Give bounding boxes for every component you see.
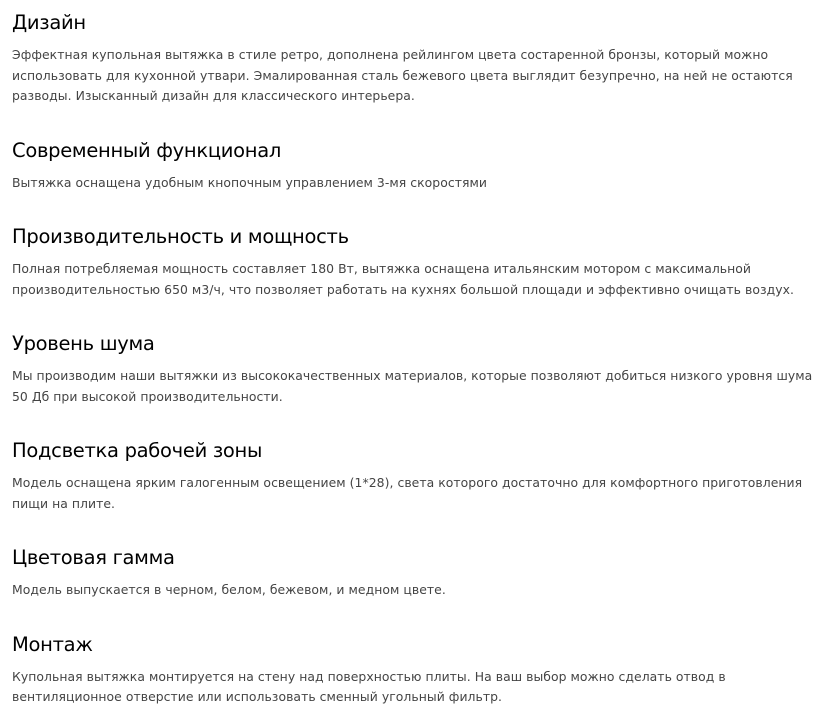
section-installation: [12, 601, 824, 708]
section-text: Купольная вытяжка монтируется на стену над поверхностью плиты. На ваш выбор можно сделать отвод в вентиляционное отверстие или использовать сменный угольный фильтр.: [12, 668, 726, 704]
section-title: Уровень шума: [12, 332, 155, 355]
section-title: Дизайн: [12, 11, 86, 34]
section-colors: [12, 514, 824, 601]
section-text: Вытяжка оснащена удобным кнопочным управлением 3-мя скоростями: [12, 174, 487, 190]
section-title: Современный функционал: [12, 138, 282, 162]
section-design: [12, 0, 824, 107]
section-text: Мы производим наши вытяжки из высококачественных материалов, которые позволяют добиться низкого уровня шума 50 Дб при высокой производительности.: [12, 368, 813, 404]
section-text: Эффектная купольная вытяжка в стиле ретро, дополнена рейлингом цвета состаренной бронзы, который можно использовать для кухонной утвари. Эмалированная сталь бежевого цвета выглядит безупречно, на ней не остаются разводы. Изысканный дизайн для классического интерьера.: [12, 47, 793, 103]
section-title: Цветовая гамма: [12, 546, 175, 569]
section-title: Подсветка рабочей зоны: [12, 439, 263, 462]
section-title: Монтаж: [12, 632, 93, 656]
section-text: Модель оснащена ярким галогенным освещением (1*28), света которого достаточно для комфортного приготовления пищи на плите.: [12, 475, 803, 511]
section-functionality: [12, 107, 824, 194]
section-title: Производительность и мощность: [12, 225, 349, 248]
section-text: Полная потребляемая мощность составляет 180 Вт, вытяжка оснащена итальянским мотором с максимальной производительностью 650 м3/ч, что позволяет работать на кухнях большой площади и эффективно очищать воздух.: [12, 261, 794, 297]
section-performance: [12, 193, 824, 300]
product-description: [12, 0, 824, 708]
section-noise-level: [12, 300, 824, 407]
section-text: Модель выпускается в черном, белом, бежевом, и медном цвете.: [12, 582, 446, 597]
section-lighting: [12, 407, 824, 514]
